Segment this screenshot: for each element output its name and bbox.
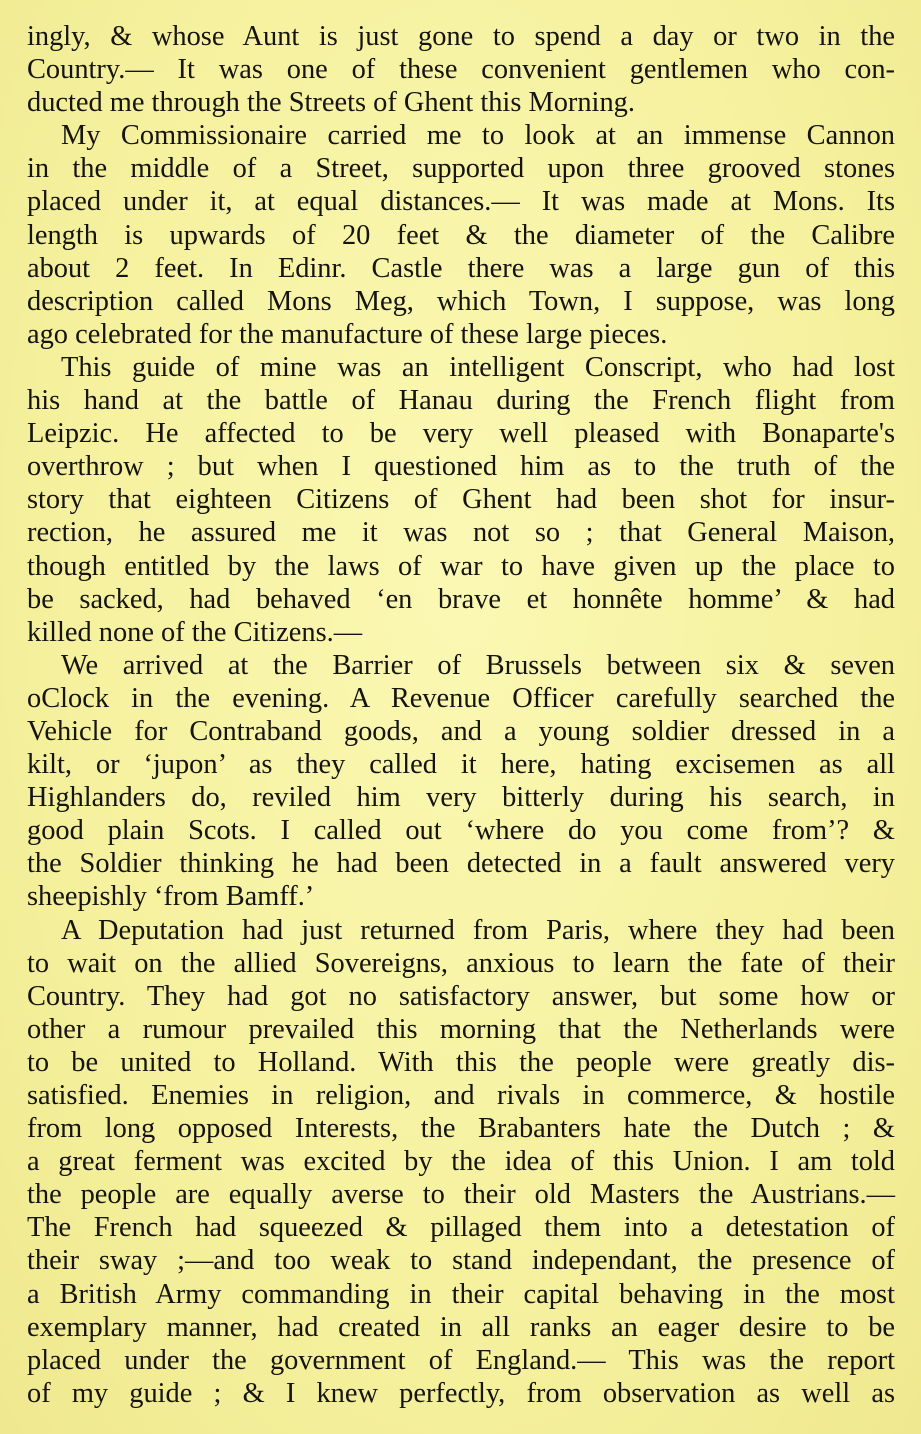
text-line: length is upwards of 20 feet & the diameter of the Calibre: [27, 219, 895, 251]
text-line: ducted me through the Streets of Ghent this Morning.: [27, 87, 635, 119]
paragraph-first-line: We arrived at the Barrier of Brussels between six & seven: [61, 649, 895, 681]
text-line: story that eighteen Citizens of Ghent had been shot for insur-: [27, 484, 895, 516]
text-line: in the middle of a Street, supported upon three grooved stones: [27, 153, 895, 185]
text-line: kilt, or ‘jupon’ as they called it here, hating excisemen as all: [27, 749, 895, 781]
text-line: ingly, & whose Aunt is just gone to spend a day or two in the: [27, 21, 895, 52]
text-line: Leipzic. He affected to be very well pleased with Bonaparte's: [27, 418, 895, 450]
text-line: be sacked, had behaved ‘en brave et honnête homme’ & had: [27, 583, 895, 615]
text-line: other a rumour prevailed this morning that the Netherlands were: [27, 1013, 895, 1045]
paragraph-first-line: My Commissionaire carried me to look at an immense Cannon: [61, 120, 895, 152]
text-line: about 2 feet. In Edinr. Castle there was a large gun of this: [27, 252, 895, 284]
paragraph-first-line: A Deputation had just returned from Paris, where they had been: [61, 914, 895, 946]
text-line: satisfied. Enemies in religion, and rivals in commerce, & hostile: [27, 1080, 895, 1111]
paragraph-first-line: This guide of mine was an intelligent Conscript, who had lost: [61, 351, 895, 383]
text-line: a British Army commanding in their capital behaving in the most: [27, 1278, 895, 1310]
text-line: Country.— It was one of these convenient gentlemen who con-: [27, 54, 895, 86]
text-line: sheepishly ‘from Bamff.’: [27, 881, 315, 913]
text-line: a great ferment was excited by the idea of this Union. I am told: [27, 1146, 895, 1178]
text-line: description called Mons Meg, which Town, I suppose, was long: [27, 285, 895, 317]
text-line: his hand at the battle of Hanau during the French flight from: [27, 385, 895, 417]
text-line: Country. They had got no satisfactory answer, but some how or: [27, 980, 895, 1012]
text-line: to wait on the allied Sovereigns, anxious to learn the fate of their: [27, 947, 895, 979]
text-line: to be united to Holland. With this the people were greatly dis-: [27, 1046, 895, 1078]
text-line: Vehicle for Contraband goods, and a young soldier dressed in a: [27, 715, 895, 747]
text-line: Highlanders do, reviled him very bitterly during his search, in: [27, 782, 895, 814]
text-line: killed none of the Citizens.—: [27, 616, 363, 648]
text-line: their sway ;—and too weak to stand independant, the presence of: [27, 1245, 895, 1277]
text-line: placed under the government of England.— This was the report: [27, 1344, 895, 1376]
text-line: ago celebrated for the manufacture of these large pieces.: [27, 318, 668, 350]
text-line: of my guide ; & I knew perfectly, from observation as well as: [27, 1377, 895, 1409]
text-line: good plain Scots. I called out ‘where do you come from’? &: [27, 815, 895, 847]
text-line: The French had squeezed & pillaged them into a detestation of: [27, 1212, 895, 1244]
text-line: the Soldier thinking he had been detected in a fault answered very: [27, 848, 895, 880]
text-line: the people are equally averse to their old Masters the Austrians.—: [27, 1179, 895, 1211]
text-line: though entitled by the laws of war to have given up the place to: [27, 550, 895, 582]
text-line: rection, he assured me it was not so ; that General Maison,: [27, 517, 895, 549]
text-line: from long opposed Interests, the Brabanters hate the Dutch ; &: [27, 1113, 895, 1145]
text-line: placed under it, at equal distances.— It was made at Mons. Its: [27, 186, 895, 218]
text-line: exemplary manner, had created in all ranks an eager desire to be: [27, 1311, 895, 1343]
text-line: oClock in the evening. A Revenue Officer carefully searched the: [27, 682, 895, 714]
text-line: overthrow ; but when I questioned him as to the truth of the: [27, 451, 895, 483]
